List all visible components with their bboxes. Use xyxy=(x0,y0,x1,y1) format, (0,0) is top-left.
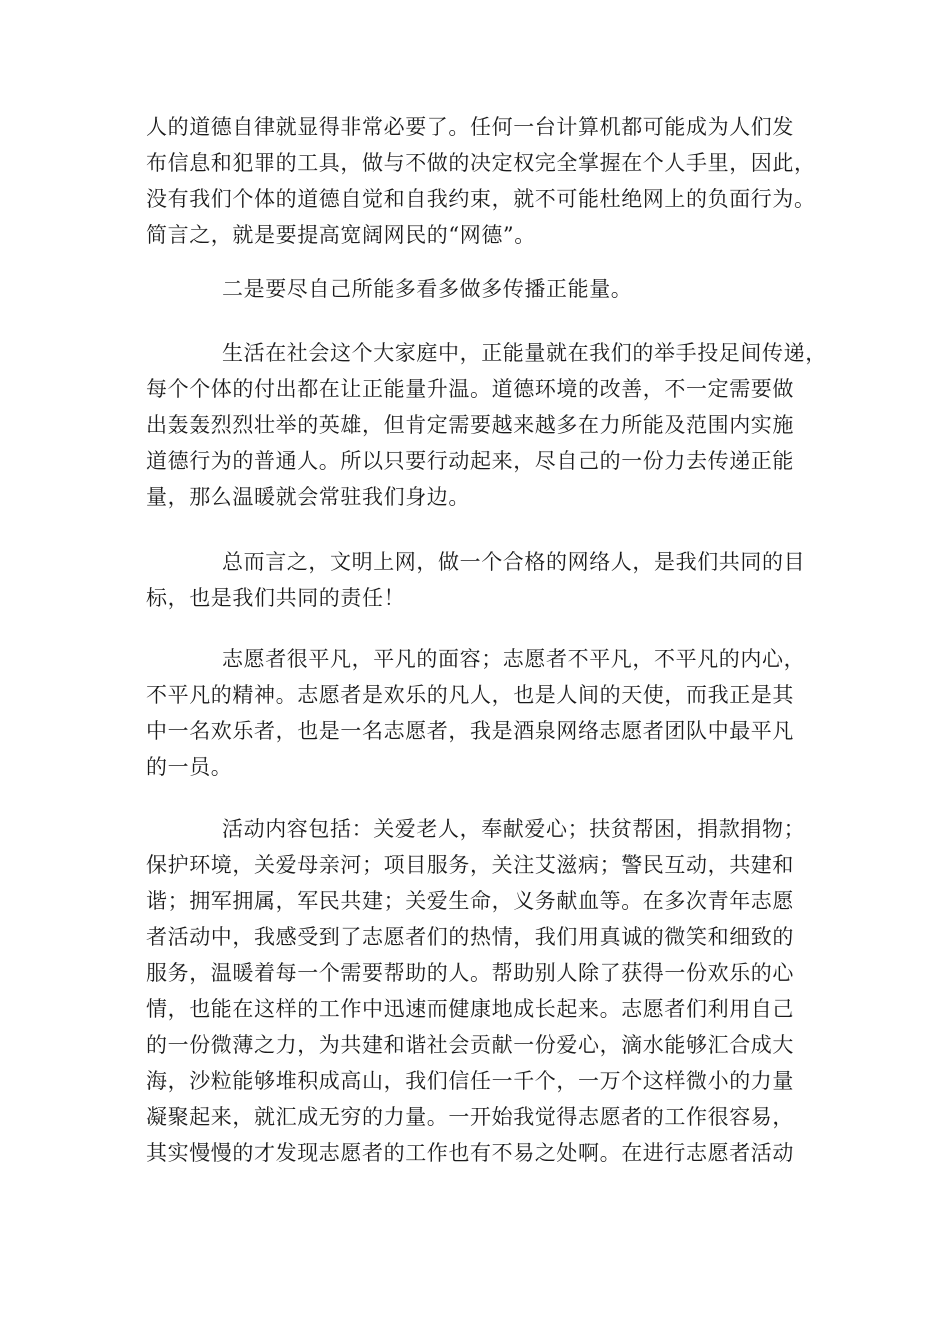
paragraph-6-line-10: 其实慢慢的才发现志愿者的工作也有不易之处啊。在进行志愿者活动 xyxy=(146,1141,794,1165)
paragraph-3-line-3: 出轰轰烈烈壮举的英雄，但肯定需要越来越多在力所能及范围内实施 xyxy=(146,413,794,437)
paragraph-6-line-6: 情，也能在这样的工作中迅速而健康地成长起来。志愿者们利用自己 xyxy=(146,997,794,1021)
paragraph-6-line-7: 的一份微薄之力，为共建和谐社会贡献一份爱心，滴水能够汇合成大 xyxy=(146,1033,794,1057)
paragraph-4-line-2: 标，也是我们共同的责任！ xyxy=(146,586,406,610)
paragraph-1-line-1: 人的道德自律就显得非常必要了。任何一台计算机都可能成为人们发 xyxy=(146,115,794,139)
paragraph-6-line-3: 谐；拥军拥属，军民共建；关爱生命，义务献血等。在多次青年志愿 xyxy=(146,889,794,913)
paragraph-3-line-1: 生活在社会这个大家庭中，正能量就在我们的举手投足间传递， xyxy=(222,341,827,365)
paragraph-6-line-1: 活动内容包括：关爱老人，奉献爱心；扶贫帮困，捐款捐物； xyxy=(222,817,806,841)
paragraph-5-line-2: 不平凡的精神。志愿者是欢乐的凡人，也是人间的天使，而我正是其 xyxy=(146,683,794,707)
paragraph-3-line-5: 量，那么温暖就会常驻我们身边。 xyxy=(146,485,470,509)
paragraph-6-line-4: 者活动中，我感受到了志愿者们的热情，我们用真诚的微笑和细致的 xyxy=(146,925,794,949)
paragraph-1-line-4: 简言之，就是要提高宽阔网民的“网德”。 xyxy=(146,223,536,247)
paragraph-6-line-9: 凝聚起来，就汇成无穷的力量。一开始我觉得志愿者的工作很容易， xyxy=(146,1105,794,1129)
paragraph-1-line-2: 布信息和犯罪的工具，做与不做的决定权完全掌握在个人手里，因此， xyxy=(146,151,816,175)
paragraph-6-line-8: 海，沙粒能够堆积成高山，我们信任一千个，一万个这样微小的力量 xyxy=(146,1069,794,1093)
paragraph-6-line-5: 服务，温暖着每一个需要帮助的人。帮助别人除了获得一份欢乐的心 xyxy=(146,961,794,985)
paragraph-5-line-3: 中一名欢乐者，也是一名志愿者，我是酒泉网络志愿者团队中最平凡 xyxy=(146,719,794,743)
paragraph-3-line-4: 道德行为的普通人。所以只要行动起来，尽自己的一份力去传递正能 xyxy=(146,449,794,473)
paragraph-6-line-2: 保护环境，关爱母亲河；项目服务，关注艾滋病；警民互动，共建和 xyxy=(146,853,794,877)
paragraph-1-line-3: 没有我们个体的道德自觉和自我约束，就不可能杜绝网上的负面行为。 xyxy=(146,187,816,211)
paragraph-4-line-1: 总而言之，文明上网，做一个合格的网络人，是我们共同的目 xyxy=(222,550,806,574)
paragraph-5-line-4: 的一员。 xyxy=(146,755,233,779)
paragraph-2-line-1: 二是要尽自己所能多看多做多传播正能量。 xyxy=(222,277,633,301)
paragraph-5-line-1: 志愿者很平凡，平凡的面容；志愿者不平凡，不平凡的内心， xyxy=(222,647,806,671)
paragraph-3-line-2: 每个个体的付出都在让正能量升温。道德环境的改善，不一定需要做 xyxy=(146,377,794,401)
